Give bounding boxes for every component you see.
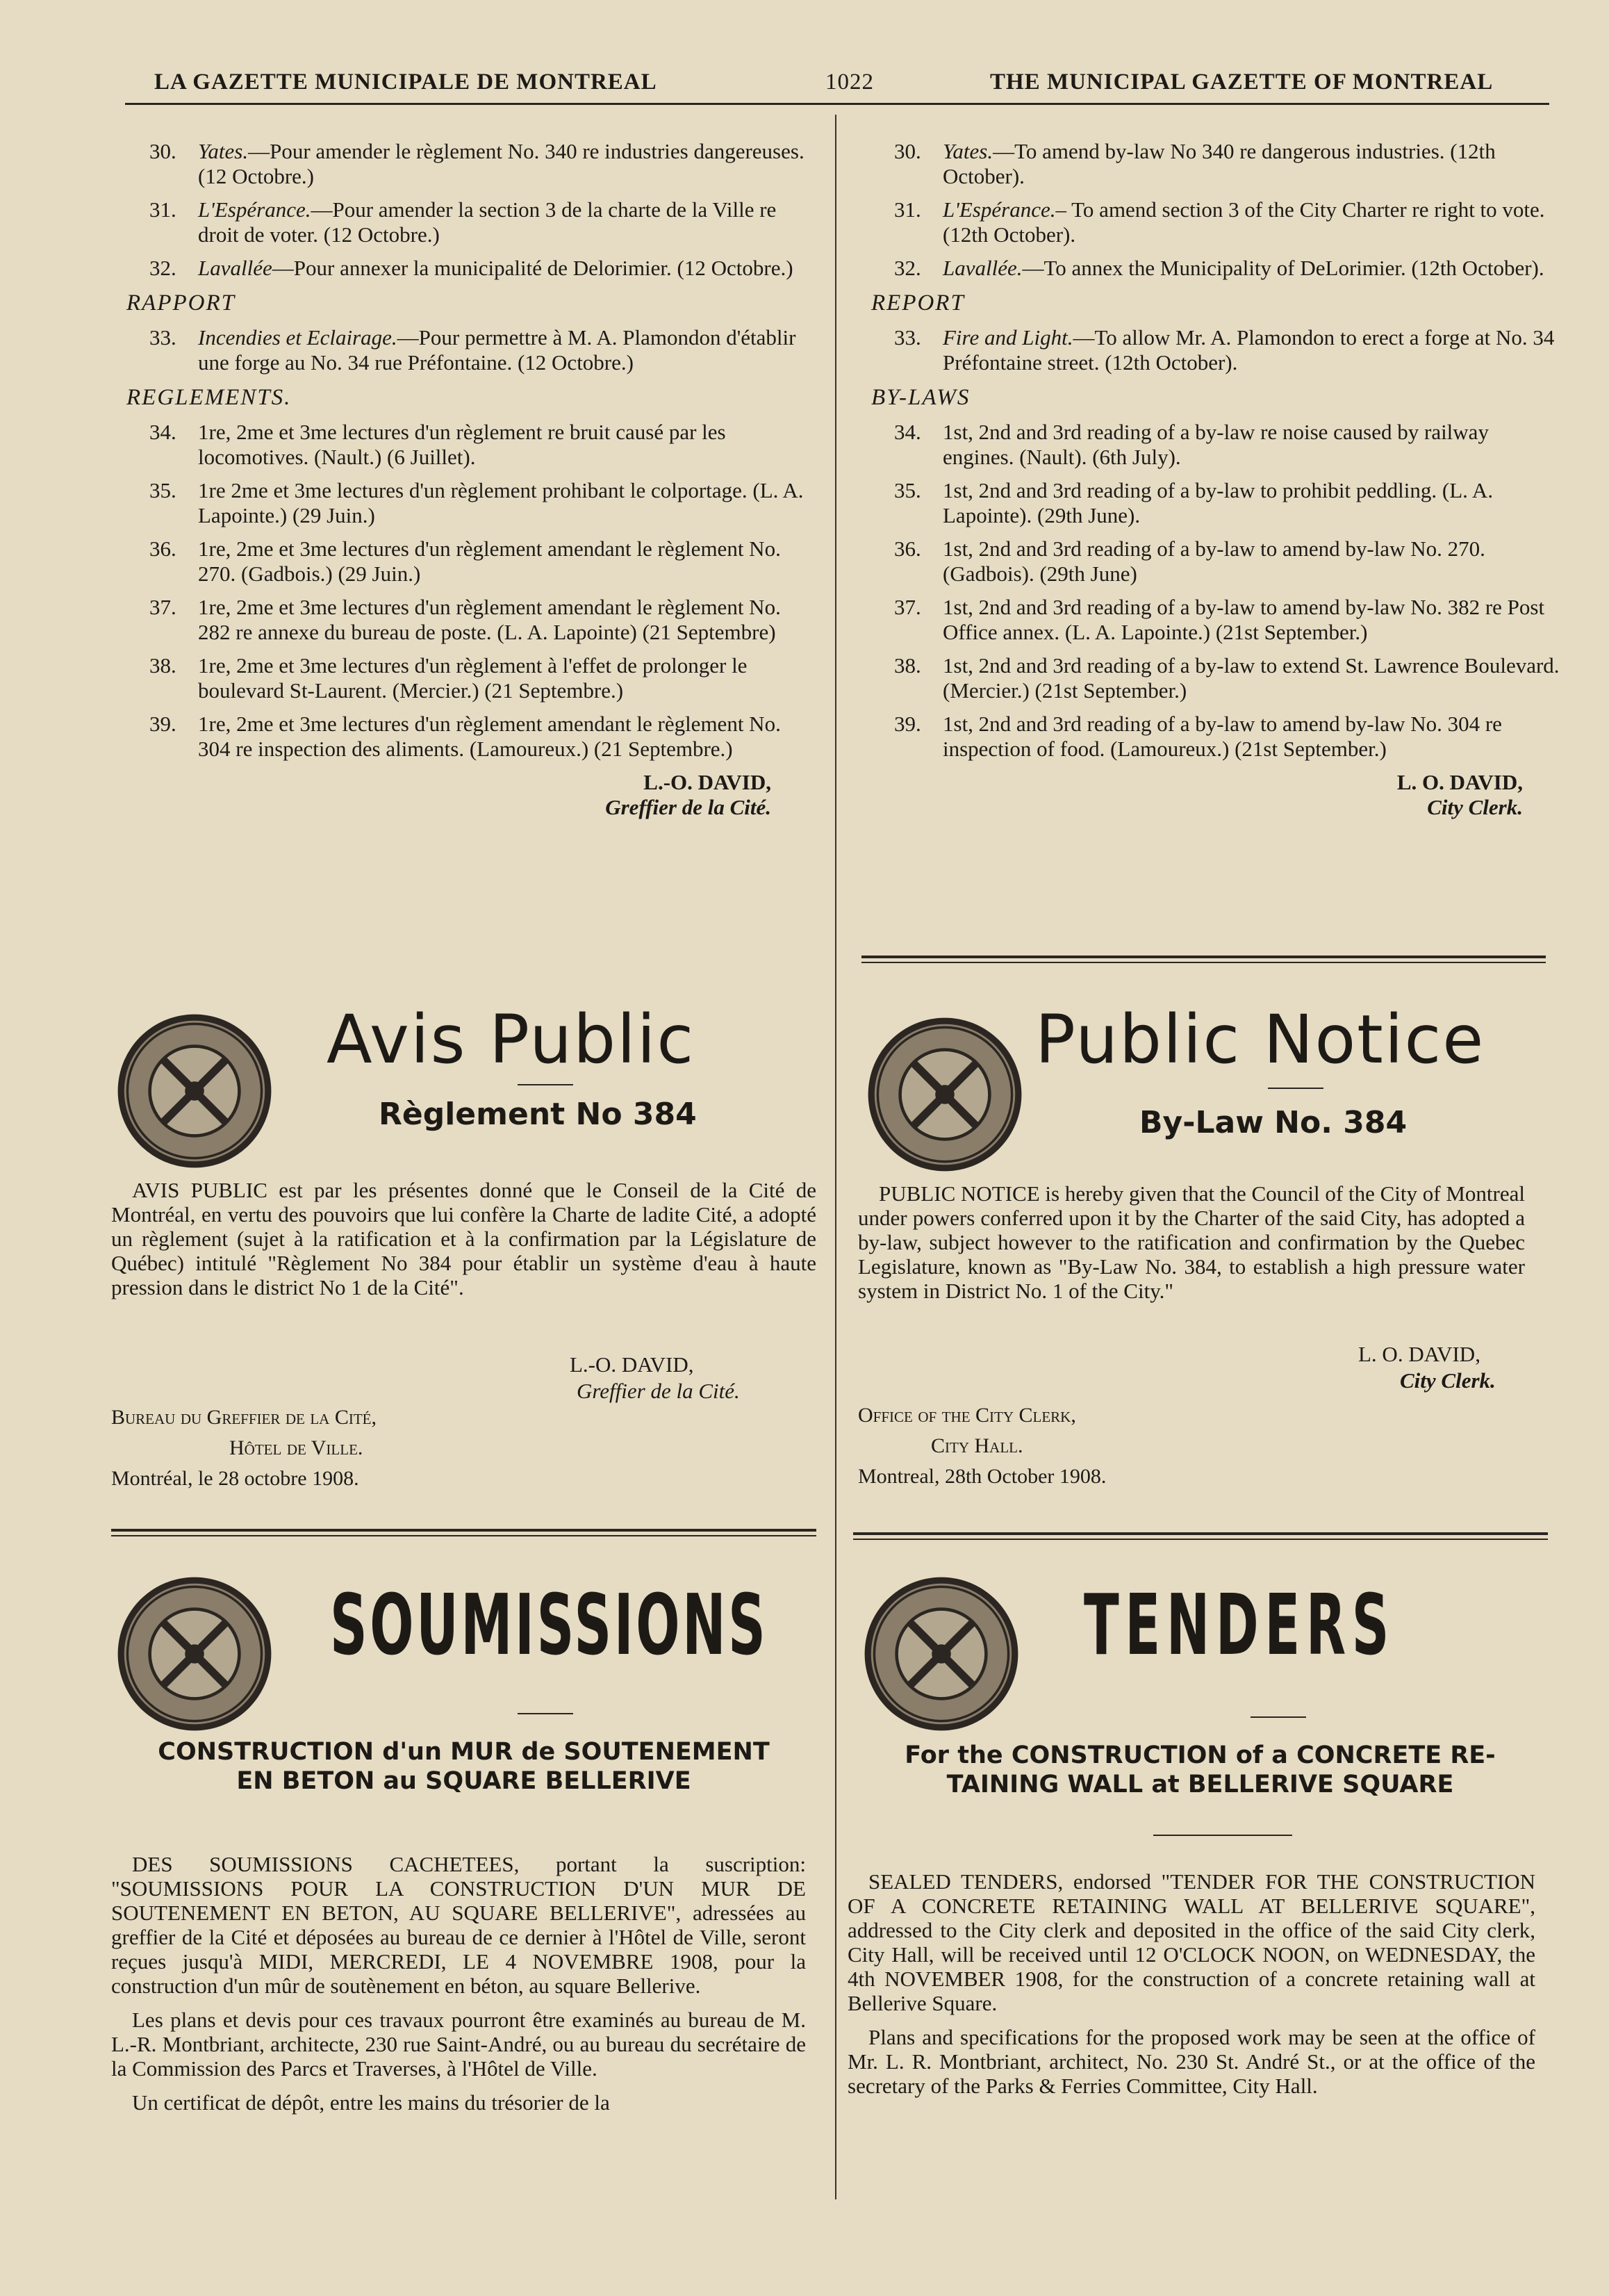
agenda-item	[111, 653, 813, 703]
soumissions-p3: Un certificat de dépôt, entre les mains du trésorier de la	[132, 2090, 610, 2115]
agenda-item	[856, 420, 1565, 470]
avis-title: Avis Public	[327, 1001, 695, 1079]
agenda-item-text: —To amend by-law No 340 re dangerous industries. (12th October).	[943, 139, 1496, 188]
agenda-item-text: 1st, 2nd and 3rd reading of a by-law re noise caused by railway engines. (Nault). (6th July).	[943, 420, 1489, 469]
en-report-label: REPORT	[871, 290, 965, 315]
avis-office-line2: Hôtel de Ville.	[229, 1436, 363, 1459]
notice-sig-name: L. O. DAVID,	[1358, 1342, 1480, 1366]
header-left: LA GAZETTE MUNICIPALE DE MONTREAL	[154, 69, 657, 95]
tenders-body	[848, 1869, 1535, 2108]
agenda-item	[111, 536, 813, 587]
soumissions-heading-line1: CONSTRUCTION d'un MUR de SOUTENEMENT	[158, 1738, 770, 1766]
tenders-title: TENDERS	[1084, 1577, 1396, 1674]
tenders-short-rule	[1251, 1716, 1306, 1718]
avis-paragraph: AVIS PUBLIC est par les présentes donné que le Conseil de la Cité de Montréal, en vertu des pouvoirs que lui confère la Charte de ladite Cité, a adopté un règlement (sujet à la ratification et à la confirmation par la Législature de Québec) intitulé "Règlement No 384 pour établir un système d'eau à haute pression dans le district No 1 de la Cité".	[111, 1178, 816, 1299]
agenda-item-text: 1st, 2nd and 3rd reading of a by-law to amend by-law No. 304 re inspection of food. (Lamoureux.) (21st September.)	[943, 712, 1502, 761]
agenda-item-number: 37.	[894, 595, 921, 619]
en-bylaws-label: BY-LAWS	[871, 385, 971, 410]
agenda-item-text: 1st, 2nd and 3rd reading of a by-law to amend by-law No. 382 re Post Office annex. (L. A. Lapointe.) (21st September.)	[943, 595, 1545, 644]
city-seal-icon	[865, 1015, 1025, 1174]
agenda-item-text: —Pour amender la section 3 de la charte de la Ville re droit de voter. (12 Octobre.)	[198, 197, 777, 247]
avis-sig-name: L.-O. DAVID,	[570, 1352, 694, 1377]
agenda-item-number: 38.	[149, 653, 176, 678]
page-number: 1022	[825, 69, 874, 95]
column-divider	[835, 115, 836, 2199]
soumissions-p2: Les plans et devis pour ces travaux pourront être examinés au bureau de M. L.-R. Montbriant, architecte, 230 rue Saint-André, ou au bureau du secrétaire de la Commission des Parcs et Traverses, à l'Hôtel de Ville.	[111, 2008, 806, 2081]
tenders-heading-line2: TAINING WALL at BELLERIVE SQUARE	[946, 1771, 1454, 1798]
tenders-heading-line1: For the CONSTRUCTION of a CONCRETE RE-	[905, 1741, 1496, 1769]
agenda-item-number: 30.	[149, 139, 176, 163]
agenda-item	[111, 595, 813, 645]
agenda-item-number: 39.	[149, 712, 176, 736]
agenda-item-text: 1st, 2nd and 3rd reading of a by-law to extend St. Lawrence Boulevard. (Mercier.) (21st September.)	[943, 653, 1560, 703]
agenda-item-text: 1re, 2me et 3me lectures d'un règlement amendant le règlement No. 270. (Gadbois.) (29 Juin.)	[198, 536, 781, 586]
notice-office	[858, 1400, 1106, 1492]
agenda-item-lead: L'Espérance.	[198, 197, 311, 222]
agenda-item	[856, 139, 1565, 189]
tenders-rule-2	[1153, 1835, 1292, 1836]
en-signature-title: City Clerk.	[1427, 795, 1523, 819]
avis-signature	[570, 1352, 740, 1404]
agenda-item-number: 37.	[149, 595, 176, 619]
agenda-item	[856, 325, 1565, 375]
agenda-item-text: 1st, 2nd and 3rd reading of a by-law to amend by-law No. 270. (Gadbois). (29th June)	[943, 536, 1485, 586]
agenda-item	[856, 197, 1565, 247]
fr-items-b	[111, 325, 813, 375]
notice-paragraph: PUBLIC NOTICE is hereby given that the Council of the City of Montreal under powers conferred upon it by the Charter of the said City, has adopted a by-law, subject however to the ratification and confirmation by the Quebec Legislature, known as "By-Law No. 384, to establish a high pressure water system in District No. 1 of the City."	[858, 1181, 1525, 1303]
agenda-item-number: 34.	[894, 420, 921, 444]
city-seal-icon	[115, 1011, 274, 1171]
agenda-item-text: 1re 2me et 3me lectures d'un règlement prohibant le colportage. (L. A. Lapointe.) (29 Juin.)	[198, 478, 804, 527]
agenda-item	[856, 256, 1565, 281]
agenda-item	[856, 478, 1565, 528]
en-items-a	[856, 139, 1565, 281]
tenders-heading	[848, 1741, 1553, 1799]
agenda-item-number: 39.	[894, 712, 921, 736]
agenda-item-number: 32.	[149, 256, 176, 280]
agenda-item-number: 35.	[149, 478, 176, 502]
agenda-item-number: 31.	[894, 197, 921, 222]
avis-office	[111, 1402, 377, 1494]
soumissions-body	[111, 1852, 806, 2124]
notice-body	[858, 1181, 1525, 1313]
agenda-item	[111, 420, 813, 470]
agenda-item-text: – To amend section 3 of the City Charter re right to vote. (12th October).	[943, 197, 1545, 247]
rule-soumissions	[111, 1529, 816, 1532]
agenda-item-text: —To annex the Municipality of DeLorimier. (12th October).	[1022, 256, 1544, 280]
soumissions-heading	[111, 1737, 816, 1796]
tenders-p1: SEALED TENDERS, endorsed "TENDER FOR THE CONSTRUCTION OF A CONCRETE RETAINING WALL AT BELLERIVE SQUARE", addressed to the City clerk and deposited in the office of the said City clerk, City Hall, will be received until 12 O'CLOCK NOON, on WEDNESDAY, the 4th NOVEMBER 1908, for the construction of a concrete retaining wall at Bellerive Square.	[848, 1869, 1535, 2015]
agenda-item-text: 1st, 2nd and 3rd reading of a by-law to prohibit peddling. (L. A. Lapointe). (29th June).	[943, 478, 1494, 527]
header-right: THE MUNICIPAL GAZETTE OF MONTREAL	[990, 69, 1494, 95]
agenda-item-number: 33.	[894, 325, 921, 350]
agenda-item-text: —Pour annexer la municipalité de Delorimier. (12 Octobre.)	[272, 256, 793, 280]
agenda-item-text: —To allow Mr. A. Plamondon to erect a forge at No. 34 Préfontaine street. (12th October).	[943, 325, 1555, 375]
agenda-item	[111, 197, 813, 247]
agenda-item-number: 35.	[894, 478, 921, 502]
agenda-item	[111, 139, 813, 189]
agenda-item-lead: Lavallée	[198, 256, 272, 280]
agenda-item-number: 34.	[149, 420, 176, 444]
fr-rapport-label: RAPPORT	[126, 290, 236, 315]
avis-date: Montréal, le 28 octobre 1908.	[111, 1467, 359, 1490]
agenda-item-text: 1re, 2me et 3me lectures d'un règlement amendant le règlement No. 282 re annexe du bureau de poste. (L. A. Lapointe) (21 Septembre)	[198, 595, 781, 644]
fr-items-c	[111, 420, 813, 762]
en-items-c	[856, 420, 1565, 762]
soumissions-heading-line2: EN BETON au SQUARE BELLERIVE	[236, 1767, 691, 1795]
city-seal-icon	[115, 1574, 274, 1734]
agenda-item-number: 33.	[149, 325, 176, 350]
rule-tenders	[853, 1532, 1548, 1535]
agenda-item-text: —Pour permettre à M. A. Plamondon d'établir une forge au No. 34 rue Préfontaine. (12 Octobre.)	[198, 325, 796, 375]
fr-signature-title: Greffier de la Cité.	[605, 795, 771, 819]
avis-body	[111, 1178, 816, 1309]
agenda-item-lead: Incendies et Eclairage.	[198, 325, 397, 350]
agenda-item-text: 1re, 2me et 3me lectures d'un règlement à l'effet de prolonger le boulevard St-Laurent. (Mercier.) (21 Septembre.)	[198, 653, 748, 703]
notice-short-rule	[1268, 1088, 1323, 1089]
agenda-item-number: 31.	[149, 197, 176, 222]
en-signature-name: L. O. DAVID,	[1396, 770, 1523, 794]
soumissions-title: SOUMISSIONS	[330, 1577, 768, 1674]
agenda-item	[856, 712, 1565, 762]
notice-title: Public Notice	[1035, 1001, 1485, 1079]
agenda-item-lead: Yates.	[198, 139, 249, 163]
notice-date: Montreal, 28th October 1908.	[858, 1465, 1107, 1488]
agenda-item	[111, 325, 813, 375]
city-seal-icon	[861, 1574, 1021, 1734]
agenda-item-lead: Lavallée.	[943, 256, 1023, 280]
agenda-item-lead: Fire and Light.	[943, 325, 1073, 350]
rule-notice-right	[861, 956, 1546, 958]
agenda-item-lead: L'Espérance.	[943, 197, 1056, 222]
agenda-item-number: 38.	[894, 653, 921, 678]
notice-sig-title: City Clerk.	[1400, 1368, 1496, 1393]
fr-signature-name: L.-O. DAVID,	[643, 770, 771, 794]
agenda-item	[856, 653, 1565, 703]
notice-signature	[1358, 1341, 1496, 1394]
agenda-item	[856, 536, 1565, 587]
agenda-item	[111, 478, 813, 528]
notice-subtitle: By-Law No. 384	[1139, 1105, 1408, 1140]
agenda-item-number: 32.	[894, 256, 921, 280]
fr-agenda	[111, 139, 813, 820]
avis-short-rule	[518, 1084, 573, 1085]
agenda-item	[111, 256, 813, 281]
agenda-item-lead: Yates.	[943, 139, 993, 163]
notice-office-line2: City Hall.	[931, 1434, 1023, 1457]
en-items-b	[856, 325, 1565, 375]
agenda-item	[111, 712, 813, 762]
agenda-item-number: 36.	[149, 536, 176, 561]
agenda-item	[856, 595, 1565, 645]
header-rule	[125, 103, 1549, 105]
avis-office-line1: Bureau du Greffier de la Cité,	[111, 1406, 377, 1429]
agenda-item-text: 1re, 2me et 3me lectures d'un règlement amendant le règlement No. 304 re inspection des aliments. (Lamoureux.) (21 Septembre.)	[198, 712, 781, 761]
notice-office-line1: Office of the City Clerk,	[858, 1404, 1076, 1427]
fr-items-a	[111, 139, 813, 281]
avis-sig-title: Greffier de la Cité.	[577, 1379, 740, 1403]
en-agenda	[856, 139, 1565, 820]
soumissions-p1: DES SOUMISSIONS CACHETEES, portant la suscription: "SOUMISSIONS POUR LA CONSTRUCTION D'UN MUR DE SOUTENEMENT EN BETON, AU SQUARE BELLERIVE", adressées au greffier de la Cité et déposées au bureau de ce dernier à l'Hôtel de Ville, seront reçues jusqu'à MIDI, MERCREDI, LE 4 NOVEMBRE 1908, pour la construction d'un mûr de soutènement en béton, au square Bellerive.	[111, 1852, 806, 1998]
agenda-item-number: 30.	[894, 139, 921, 163]
agenda-item-text: —Pour amender le règlement No. 340 re industries dangereuses. (12 Octobre.)	[198, 139, 804, 188]
agenda-item-number: 36.	[894, 536, 921, 561]
fr-reglements-label: REGLEMENTS.	[126, 385, 292, 410]
agenda-item-text: 1re, 2me et 3me lectures d'un règlement re bruit causé par les locomotives. (Nault.) (6 Juillet).	[198, 420, 726, 469]
soumissions-short-rule	[518, 1713, 573, 1714]
tenders-p2: Plans and specifications for the proposed work may be seen at the office of Mr. L. R. Montbriant, architect, No. 230 St. André St., or at the office of the secretary of the Parks & Ferries Committee, City Hall.	[848, 2025, 1535, 2098]
avis-subtitle: Règlement No 384	[379, 1097, 697, 1132]
